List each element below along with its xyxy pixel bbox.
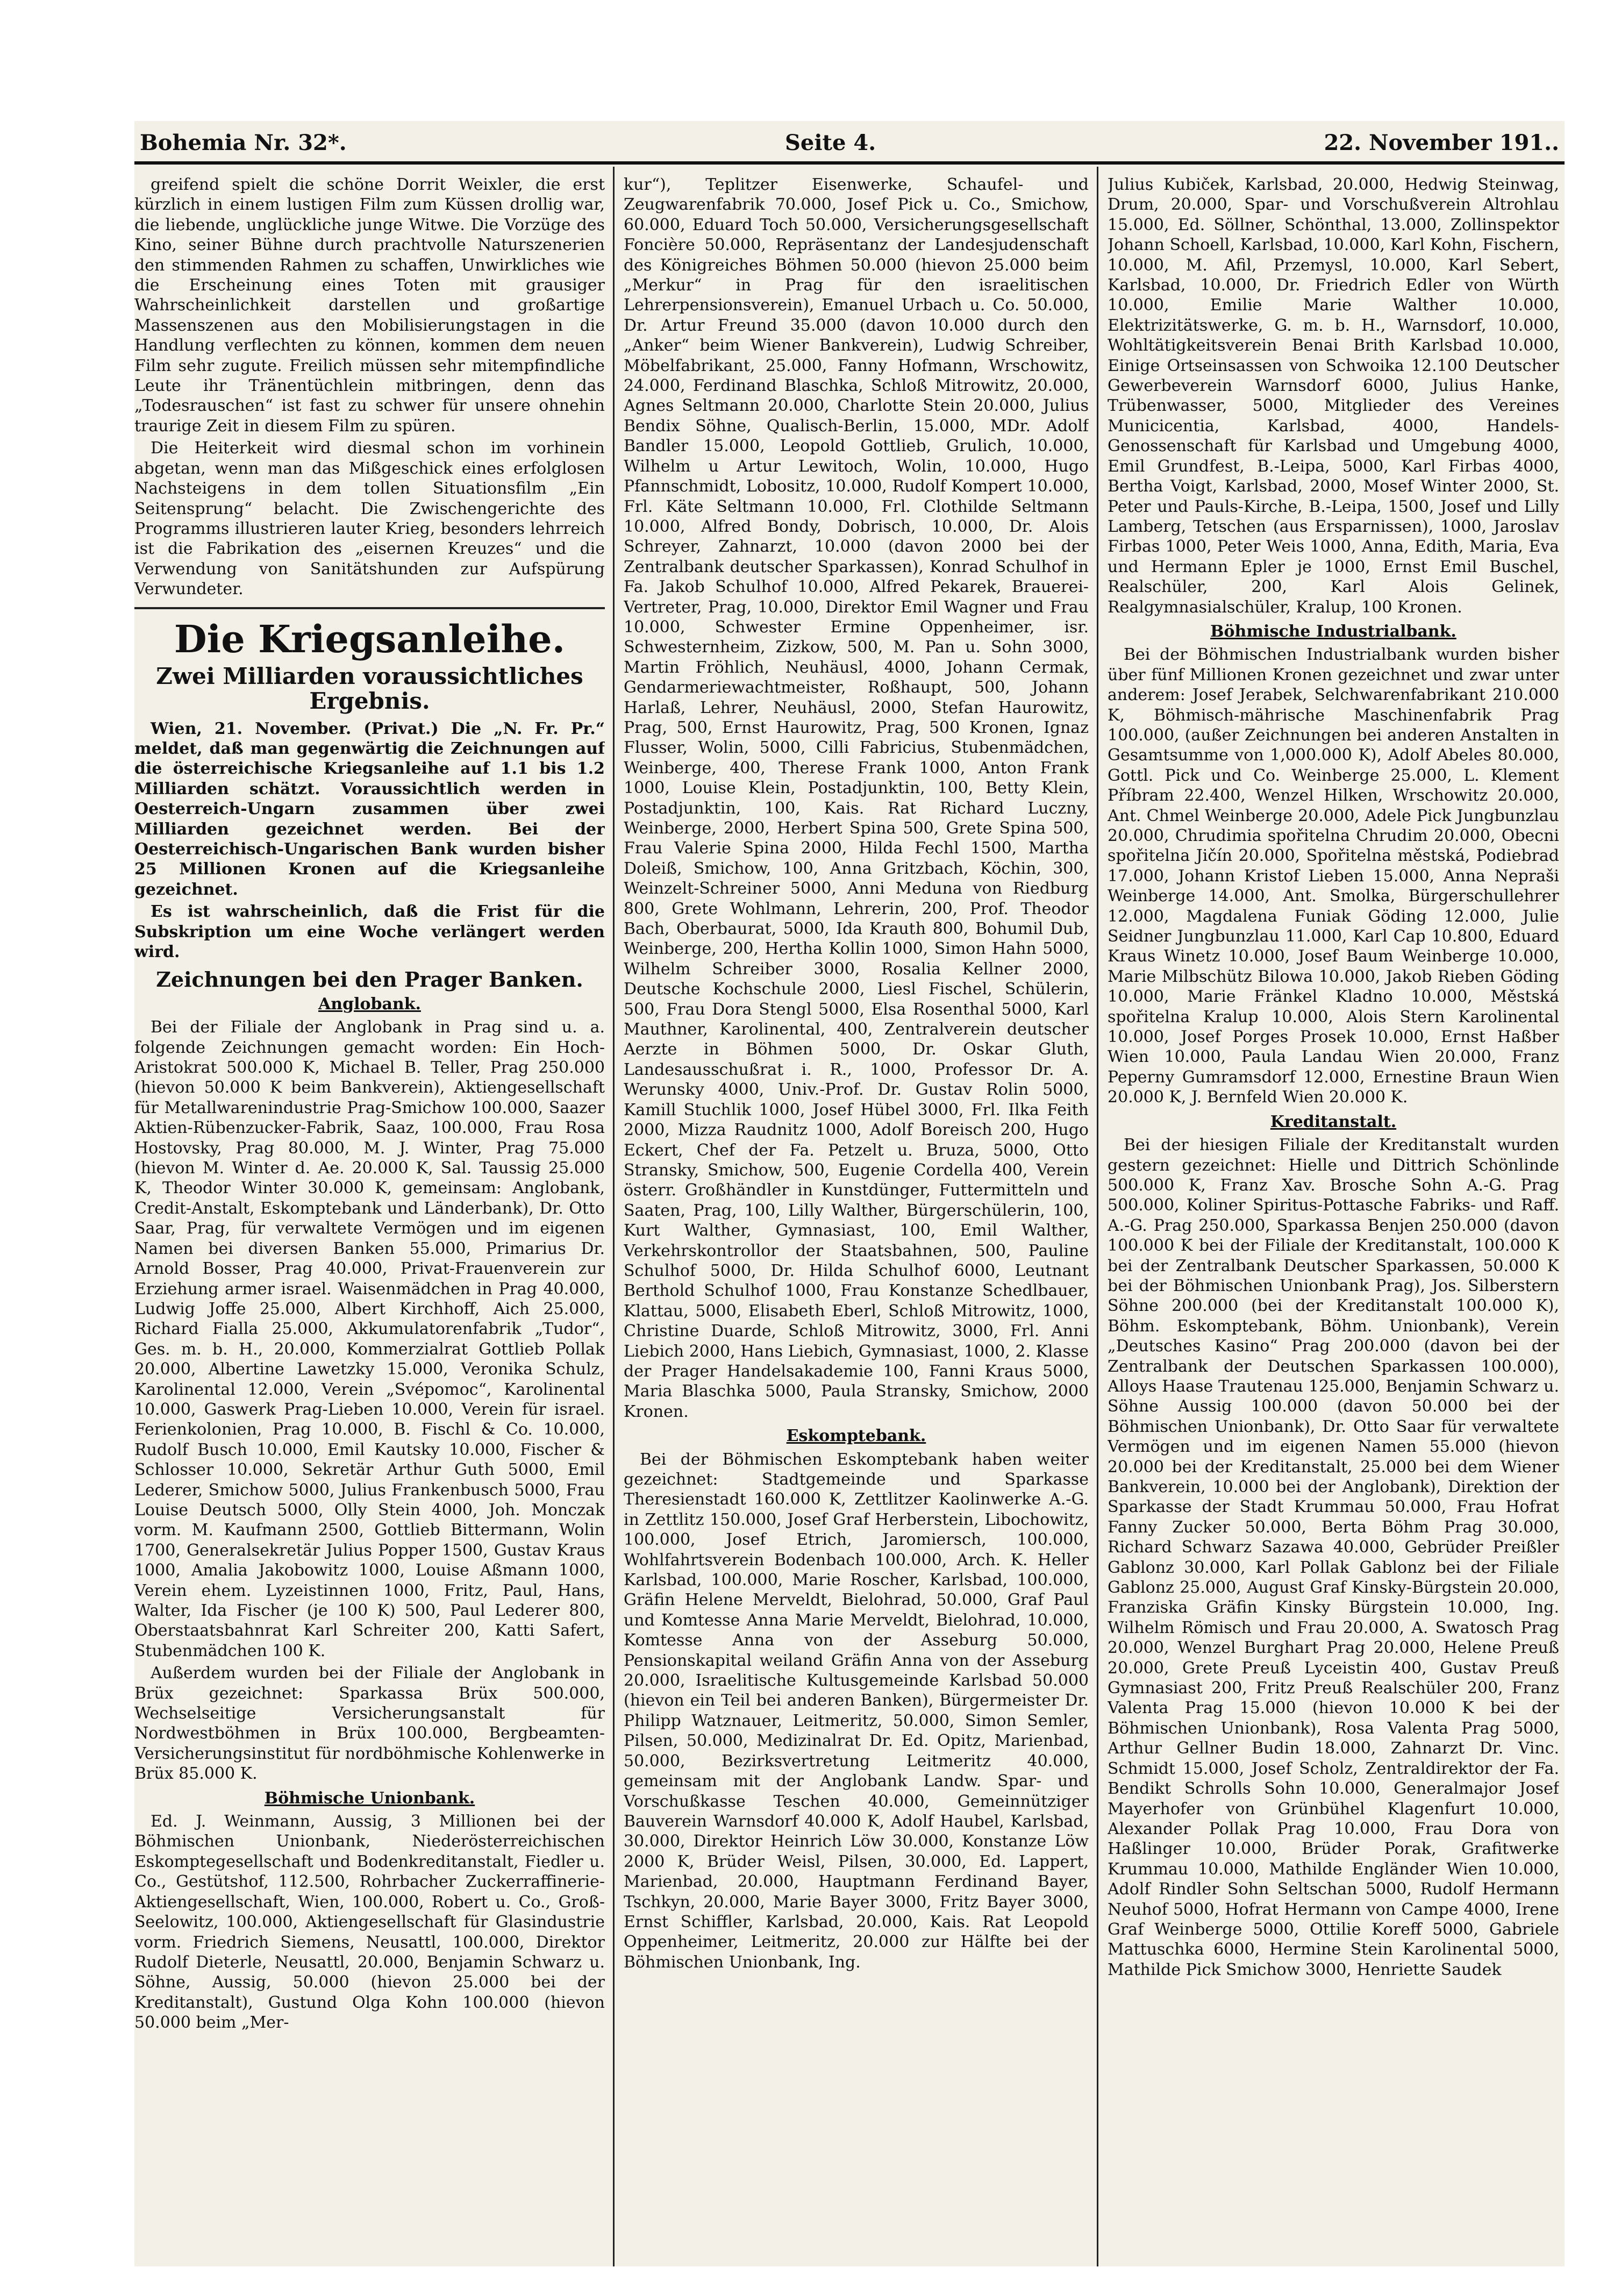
article-subtitle: Zwei Milliarden voraussichtliches Ergebnis.: [156, 662, 583, 714]
news-dispatch: Es ist wahrscheinlich, daß die Frist für die Subskription um eine Woche verlängert werden wird.: [134, 902, 605, 961]
subscription-list: Bei der Filiale der Anglobank in Prag sind u. a. folgende Zeichnungen gemacht worden: Ein Hoch-Aristokrat 500.000 K, Michael B. Teller, Prag 250.000 (hievon 50.000 K beim Bankverein), Aktiengesellschaft für Metallwarenindustrie Prag-Smichow 100.000, Saazer Aktien-Rübenzucker-Fabrik, Saaz, 100.000, Frau Rosa Hostovsky, Prag 80.000, M. J. Winter, Prag 75.000 (hievon M. Winter d. Ae. 20.000 K, Sal. Taussig 25.000 K, Theodor Winter 30.000 K, gemeinsam: Anglobank, Credit-Anstalt, Eskomptebank und Länderbank), Dr. Otto Saar, Prag, für verwaltete Vermögen und im eigenen Namen bei diversen Banken 55.000, Primarius Dr. Arnold Bosser, Prag 40.000, Privat-Frauenverein zur Erziehung armer israel. Waisenmädchen in Prag 40.000, Ludwig Joffe 25.000, Albert Kirchhoff, Aich 25.000, Richard Fialla 25.000, Akkumulatorenfabrik „Tudor“, Ges. m. b. H., 20.000, Kommerzialrat Gottlieb Pollak 20.000, Albertine Lawetzky 15.000, Veronika Schulz, Karolinental 12.000, Verein „Svépomoc“, Karolinental 10.000, Gaswerk Prag-Lieben 10.000, Verein für israel. Ferienkolonien, Prag 10.000, B. Fischl & Co. 10.000, Rudolf Busch 10.000, Emil Kautsky 10.000, Fischer & Schlosser 10.000, Sekretär Arthur Guth 5000, Emil Lederer, Smichow 5000, Julius Frankenbusch 5000, Frau Louise Deutsch 5000, Olly Stein 4000, Joh. Monczak vorm. M. Kaufmann 2500, Gottlieb Bittermann, Wolin 1700, Generalsekretär Julius Popper 1500, Gustav Kraus 1000, Amalia Jakobowitz 1000, Louise Aßmann 1000, Verein ehem. Lyzeistinnen 1000, Fritz, Paul, Hans, Walter, Ida Fischer (je 100 K) 500, Paul Lederer 800, Oberstaatsbahnrat Karl Schreiter 200, Katti Safert, Stubenmädchen 100 K.: [134, 1018, 605, 1660]
column-divider-1: [613, 167, 615, 2266]
section-rule: [134, 607, 605, 609]
issue-date: 22. November 191..: [1324, 130, 1559, 155]
subscription-list: Bei der hiesigen Filiale der Kreditanstalt wurden gestern gezeichnet: Hielle und Dittrich Schönlinde 500.000 K, Franz Xav. Brosche Sohn A.-G. Prag 500.000, Koliner Spiritus-Pottasche Fabriks- und Raff. A.-G. Prag 250.000, Sparkassa Benjen 250.000 (davon 100.000 K bei der Filiale der Kreditanstalt, 100.000 K bei der Zentralbank Deutscher Sparkassen, 50.000 K bei der Böhmischen Unionbank Prag), Jos. Silberstern Söhne 200.000 (bei der Kreditanstalt 100.000 K), Böhm. Eskomptebank, Böhm. Unionbank), Verein „Deutsches Kasino“ Prag 200.000 (davon bei der Zentralbank der Deutschen Sparkassen 100.000), Alloys Haase Trautenau 125.000, Benjamin Schwarz u. Söhne Aussig 100.000 (davon 50.000 bei der Böhmischen Unionbank), Dr. Otto Saar für verwaltete Vermögen und im eigenen Namen 55.000 (hievon 20.000 bei der Kreditanstalt, 25.000 bei dem Wiener Bankverein, 10.000 bei der Anglobank), Direktion der Sparkasse der Stadt Krummau 50.000, Frau Hofrat Fanny Zucker 50.000, Berta Böhm Prag 30.000, Richard Schwarz Sazawa 40.000, Gebrüder Preißler Gablonz 30.000, Karl Pollak Gablonz bei der Filiale Gablonz 25.000, August Graf Kinsky-Bürgstein 20.000, Franziska Gräfin Kinsky Bürgstein 10.000, Ing. Wilhelm Römisch und Frau 20.000, A. Swatosch Prag 20.000, Wenzel Burghart Prag 20.000, Helene Preuß 20.000, Grete Preuß Lyceistin 400, Gustav Preuß Gymnasiast 200, Fritz Preuß Realschüler 200, Franz Valenta Prag 15.000 (hievon 10.000 K bei der Böhmischen Unionbank), Rosa Valenta Prag 5000, Arthur Gellner Budin 18.000, Zahnarzt Dr. Vinc. Schmidt 15.000, Josef Scholz, Zentraldirektor der Fa. Bendikt Schrolls Sohn 10.000, Generalmajor Josef Mayerhofer von Grünbühel Klagenfurt 10.000, Alexander Pollak Prag 10.000, Frau Dora von Haßlinger 10.000, Brüder Porak, Grafitwerke Krummau 10.000, Mathilde Engländer Wien 10.000, Adolf Rindler Sohn Seltschan 5000, Rudolf Hermann Neuhof 5000, Hofrat Hermann von Campe 4000, Irene Graf Weinberge 5000, Ottilie Koreff 5000, Gabriele Mattuschka 6000, Hermine Stein Karolinental 5000, Mathilde Pick Smichow 3000, Henriette Saudek: [1108, 1136, 1559, 1979]
column-1: [134, 175, 605, 2266]
column-divider-2: [1097, 167, 1098, 2266]
bank-heading: Böhmische Unionbank.: [264, 1788, 475, 1808]
article-title: Die Kriegsanleihe.: [174, 616, 566, 661]
subscription-list: Julius Kubiček, Karlsbad, 20.000, Hedwig Steinwag, Drum, 20.000, Spar- und Vorschußverein Altrohlau 15.000, Ed. Söllner, Schönthal, 13.000, Zollinspektor Johann Schoell, Karlsbad, 10.000, Karl Kohn, Fischern, 10.000, M. Afil, Przemysl, 10.000, Karl Sebert, Karlsbad, 10.000, Dr. Friedrich Edler von Würth 10.000, Emilie Marie Walther 10.000, Elektrizitätswerke, G. m. b. H., Warnsdorf, 10.000, Wohltätigkeitsverein Benai Brith Karlsbad 10.000, Einige Ortseinsassen von Schwoika 12.100 Deutscher Gewerbeverein Warnsdorf 6000, Julius Hanke, Trübenwasser, 5000, Mitglieder des Vereines Municicentia, Karlsbad, 4000, Handels-Genossenschaft für Karlsbad und Umgebung 4000, Emil Grundfest, B.-Leipa, 5000, Karl Firbas 4000, Bertha Voigt, Karlsbad, 2000, Mosef Winter 2000, St. Peter und Pauls-Kirche, B.-Leipa, 1500, Josef und Lilly Lamberg, Tetschen (aus Ersparnissen), 1000, Jaroslav Firbas 1000, Peter Weis 1000, Anna, Edith, Maria, Eva und Hermann Epler je 1000, Ernst Emil Buschel, Realschüler, 200, Karl Alois Gelinek, Realgymnasialschüler, Kralup, 100 Kronen.: [1108, 175, 1559, 617]
column-3: [1108, 175, 1559, 2266]
masthead-issue: Bohemia Nr. 32*.: [140, 130, 347, 155]
page-number: Seite 4.: [785, 130, 876, 155]
subscription-list: Ed. J. Weinmann, Aussig, 3 Millionen bei der Böhmischen Unionbank, Niederösterreichischen Eskomptegesellschaft und Bodenkreditanstalt, Fiedler u. Co., Gestütshof, 112.500, Rohrbacher Zuckerraffinerie-Aktiengesellschaft, Wien, 100.000, Robert u. Co., Groß-Seelowitz, 100.000, Aktiengesellschaft für Glasindustrie vorm. Friedrich Siemens, Neusattl, 100.000, Direktor Rudolf Dieterle, Neusattl, 20.000, Benjamin Schwarz u. Söhne, Aussig, 50.000 (hievon 25.000 bei der Kreditanstalt), Gustund Olga Kohn 100.000 (hievon 50.000 beim „Mer-: [134, 1812, 605, 2033]
column-2: [624, 175, 1089, 2266]
bank-heading: Kreditanstalt.: [1270, 1112, 1397, 1131]
news-dispatch: Wien, 21. November. (Privat.) Die „N. Fr. Pr.“ meldet, daß man gegenwärtig die Zeichnungen auf die österreichische Kriegsanleihe auf 1.1 bis 1.2 Milliarden schätzt. Voraussichtlich werden in Oesterreich-Ungarn zusammen über zwei Milliarden gezeichnet werden. Bei der Oesterreichisch-Ungarischen Bank wurden bisher 25 Millionen Kronen auf die Kriegsanleihe gezeichnet.: [134, 719, 605, 899]
subscription-list: kur“), Teplitzer Eisenwerke, Schaufel- und Zeugwarenfabrik 70.000, Josef Pick u. Co., Smichow, 60.000, Eduard Toch 50.000, Versicherungsgesellschaft Foncière 50.000, Repräsentanz der Landesjudenschaft des Königreiches Böhmen 50.000 (hievon 25.000 beim „Merkur“ in Prag für den israelitischen Lehrerpensionsverein), Emanuel Urbach u. Co. 50.000, Dr. Artur Freund 35.000 (davon 10.000 durch den „Anker“ beim Wiener Bankverein), Ludwig Schreiber, Möbelfabrikant, 25.000, Fanny Hofmann, Wrschowitz, 24.000, Ferdinand Blaschka, Schloß Mitrowitz, 20.000, Agnes Seltmann 20.000, Charlotte Stein 20.000, Julius Bendix Söhne, Qualisch-Berlin, 15.000, MDr. Adolf Bandler 15.000, Leopold Gottlieb, Grulich, 10.000, Wilhelm u Artur Lewitoch, Wolin, 10.000, Hugo Pfannschmidt, Lobositz, 10.000, Rudolf Kompert 10.000, Frl. Käte Seltmann 10.000, Frl. Clothilde Seltmann 10.000, Alfred Bondy, Dobrisch, 10.000, Dr. Alois Schreyer, Zahnarzt, 10.000 (davon 2000 bei der Zentralbank deutscher Sparkassen), Konrad Schulhof in Fa. Jakob Schulhof 10.000, Alfred Pekarek, Brauerei-Vertreter, Prag, 10.000, Direktor Emil Wagner und Frau 10.000, Schwester Ermine Oppenheimer, isr. Schwesternheim, Zizkow, 500, M. Pan u. Sohn 3000, Martin Fröhlich, Neuhäusl, 4000, Johann Cermak, Gendarmeriewachtmeister, Roßhaupt, 500, Johann Harlaß, Lehrer, Neuhäusl, 2000, Stefan Haurowitz, Prag, 500, Ernst Haurowitz, Prag, 500 Kronen, Ignaz Flusser, Wolin, 5000, Cilli Fabricius, Stubenmädchen, Weinberge, 400, Therese Frank 1000, Anton Frank 1000, Louise Klein, Postadjunktin, 100, Betty Klein, Postadjunktin, 100, Kais. Rat Richard Luczny, Weinberge, 2000, Herbert Spina 500, Grete Spina 500, Frau Valerie Spina 2000, Hilda Fechl 1500, Martha Doleiß, Smichow, 100, Anna Gritzbach, Köchin, 300, Weinzelt-Schreiner 5000, Anni Meduna von Riedburg 800, Grete Wohlmann, Lehrerin, 200, Prof. Theodor Bach, Oberbaurat, 5000, Ida Krauth 800, Bohumil Dub, Weinberge, 200, Hertha Kollin 1000, Simon Hahn 5000, Wilhelm Schreiber 3000, Rosalia Kellner 2000, Deutsche Kochschule 2000, Liesl Fischel, Schülerin, 500, Frau Dora Stengl 5000, Elsa Rosenthal 5000, Karl Mauthner, Karolinental, 400, Zentralverein deutscher Aerzte in Böhmen 5000, Dr. Oskar Gluth, Landesausschußrat i. R., 1000, Professor Dr. A. Werunsky 4000, Univ.-Prof. Dr. Gustav Rolin 5000, Kamill Stuchlik 1000, Josef Hübel 3000, Frl. Ilka Feith 2000, Mizza Raudnitz 1000, Adolf Boreisch 200, Hugo Eckert, Chef der Fa. Petzelt u. Bruza, 5000, Otto Stransky, Smichow, 500, Eugenie Cordella 400, Verein österr. Großhändler in Kunstdünger, Futtermitteln und Saaten, Prag, 100, Lilly Walther, Bürgerschülerin, 100, Kurt Walther, Gymnasiast, 100, Emil Walther, Verkehrskontrollor der Staatsbahnen, 500, Pauline Schulhof 5000, Dr. Hilda Schulhof 6000, Leutnant Berthold Schulhof 1000, Frau Konstanze Schedlbauer, Klattau, 5000, Elisabeth Eberl, Schloß Mitrowitz, 1000, Christine Duarde, Schloß Mitrowitz, 3000, Frl. Anni Liebich 2000, Hans Liebich, Gymnasiast, 1000, 2. Klasse der Prager Handelsakademie 100, Fanni Kraus 5000, Maria Blaschka 5000, Paula Stransky, Smichow, 2000 Kronen.: [624, 175, 1089, 1421]
article-paragraph: Die Heiterkeit wird diesmal schon im vorhinein abgetan, wenn man das Mißgeschick eines erfolglosen Nachsteigens in dem tollen Situationsfilm „Ein Seitensprung“ belacht. Die Zwischengerichte des Programms illustrieren lauter Krieg, besonders lehrreich ist die Fabrikation des „eisernen Kreuzes“ und die Verwendung von Sanitätshunden zur Aufspürung Verwundeter.: [134, 439, 605, 599]
subscription-list: Bei der Böhmischen Eskomptebank haben weiter gezeichnet: Stadtgemeinde und Sparkasse Theresienstadt 160.000 K, Zettlitzer Kaolinwerke A.-G. in Zettlitz 150.000, Josef Graf Herberstein, Libochowitz, 100.000, Josef Etrich, Jaromiersch, 100.000, Wohlfahrtsverein Bodenbach 100.000, Arch. K. Heller Karlsbad, 100.000, Marie Roscher, Karlsbad, 100.000, Gräfin Helene Merveldt, Bielohrad, 50.000, Graf Paul und Komtesse Anna Marie Merveldt, Bielohrad, 10.000, Komtesse Anna von der Asseburg 50.000, Pensionskapital weiland Gräfin Anna von der Asseburg 20.000, Israelitische Kultusgemeinde Karlsbad 50.000 (hievon ein Teil bei anderen Banken), Bürgermeister Dr. Philipp Watznauer, Leitmeritz, 50.000, Simon Semler, Pilsen, 50.000, Medizinalrat Dr. Ed. Opitz, Marienbad, 50.000, Bezirksvertretung Leitmeritz 40.000, gemeinsam mit der Anglobank Landw. Spar- und Vorschußkasse Teschen 40.000, Gemeinnütziger Bauverein Warnsdorf 40.000 K, Adolf Haubel, Karlsbad, 30.000, Direktor Heinrich Löw 30.000, Konstanze Löw 2000 K, Brüder Weisl, Pilsen, 30.000, Ed. Lappert, Marienbad, 20.000, Hauptmann Ferdinand Bayer, Tschkyn, 20.000, Marie Bayer 3000, Fritz Bayer 3000, Ernst Schiffler, Karlsbad, 20.000, Kais. Rat Leopold Oppenheimer, Leitmeritz, 20.000 zur Hälfte bei der Böhmischen Unionbank, Ing.: [624, 1450, 1089, 1972]
bank-heading: Eskomptebank.: [786, 1427, 926, 1446]
header-rule: [134, 161, 1565, 165]
subscription-list: Bei der Böhmischen Industrialbank wurden bisher über fünf Millionen Kronen gezeichnet und zwar unter anderem: Josef Jerabek, Selchwarenfabrikant 210.000 K, Böhmisch-mährische Maschinenfabrik Prag 100.000, (außer Zeichnungen bei anderen Anstalten in Gesamtsumme von 1,000.000 K), Adolf Abeles 80.000, Gottl. Pick und Co. Weinberge 25.000, L. Klement Příbram 22.400, Wenzel Hilken, Wrschowitz 20.000, Ant. Chmel Weinberge 20.000, Adele Pick Jungbunzlau 20.000, Chrudimia spořitelna Chrudim 20.000, Obecni spořitelna Jičín 20.000, Spořitelna městská, Podiebrad 17.000, Johann Kristof Lieben 15.000, Anna Nepraši Weinberge 14.000, Ant. Smolka, Bürgerschullehrer 12.000, Magdalena Funiak Göding 12.000, Julie Seidner Jungbunzlau 11.000, Karl Cap 10.800, Eduard Kraus Winetz 10.000, Josef Baum Weinberge 10.000, Marie Milbschütz Bilowa 10.000, Jakob Rieben Göding 10.000, Marie Fränkel Kladno 10.000, Městská spořitelna Kralup 10.000, Alois Stern Karolinental 10.000, Josef Porges Prosek 10.000, Ernst Haßber Wien 10.000, Paula Landau Wien 20.000, Franz Peperny Gumramsdorf 12.000, Ernestine Braun Wien 20.000 K, J. Bernfeld Wien 20.000 K.: [1108, 645, 1559, 1107]
bank-heading: Anglobank.: [318, 994, 421, 1014]
section-heading: Zeichnungen bei den Prager Banken.: [156, 967, 583, 992]
bank-heading: Böhmische Industrialbank.: [1210, 622, 1456, 641]
subscription-list: Außerdem wurden bei der Filiale der Anglobank in Brüx gezeichnet: Sparkassa Brüx 500.000, Wechselseitige Versicherungsanstalt für Nordwestböhmen in Brüx 100.000, Bergbeamten-Versicherungsinstitut für nordböhmische Kohlenwerke in Brüx 85.000 K.: [134, 1664, 605, 1784]
page-header: [134, 125, 1565, 162]
article-paragraph: greifend spielt die schöne Dorrit Weixler, die erst kürzlich in einem lustigen Film zum Küssen drollig war, die liebende, unglückliche junge Witwe. Die Vorzüge des Kino, seiner Bühne durch prachtvolle Naturszenerien den stimmenden Rahmen zu schaffen, Unwirkliches wie die Erscheinung eines Toten mit grausiger Wahrscheinlichkeit darstellen und großartige Massenszenen aus den Mobilisierungstagen in die Handlung verflechten zu können, kommen dem neuen Film sehr zugute. Freilich müssen sehr mitempfindliche Leute ihr Tränentüchlein mitbringen, denn das „Todesrauschen“ ist fast zu schwer für unsere ohnehin traurige Zeit in diesem Film zu spüren.: [134, 175, 605, 436]
